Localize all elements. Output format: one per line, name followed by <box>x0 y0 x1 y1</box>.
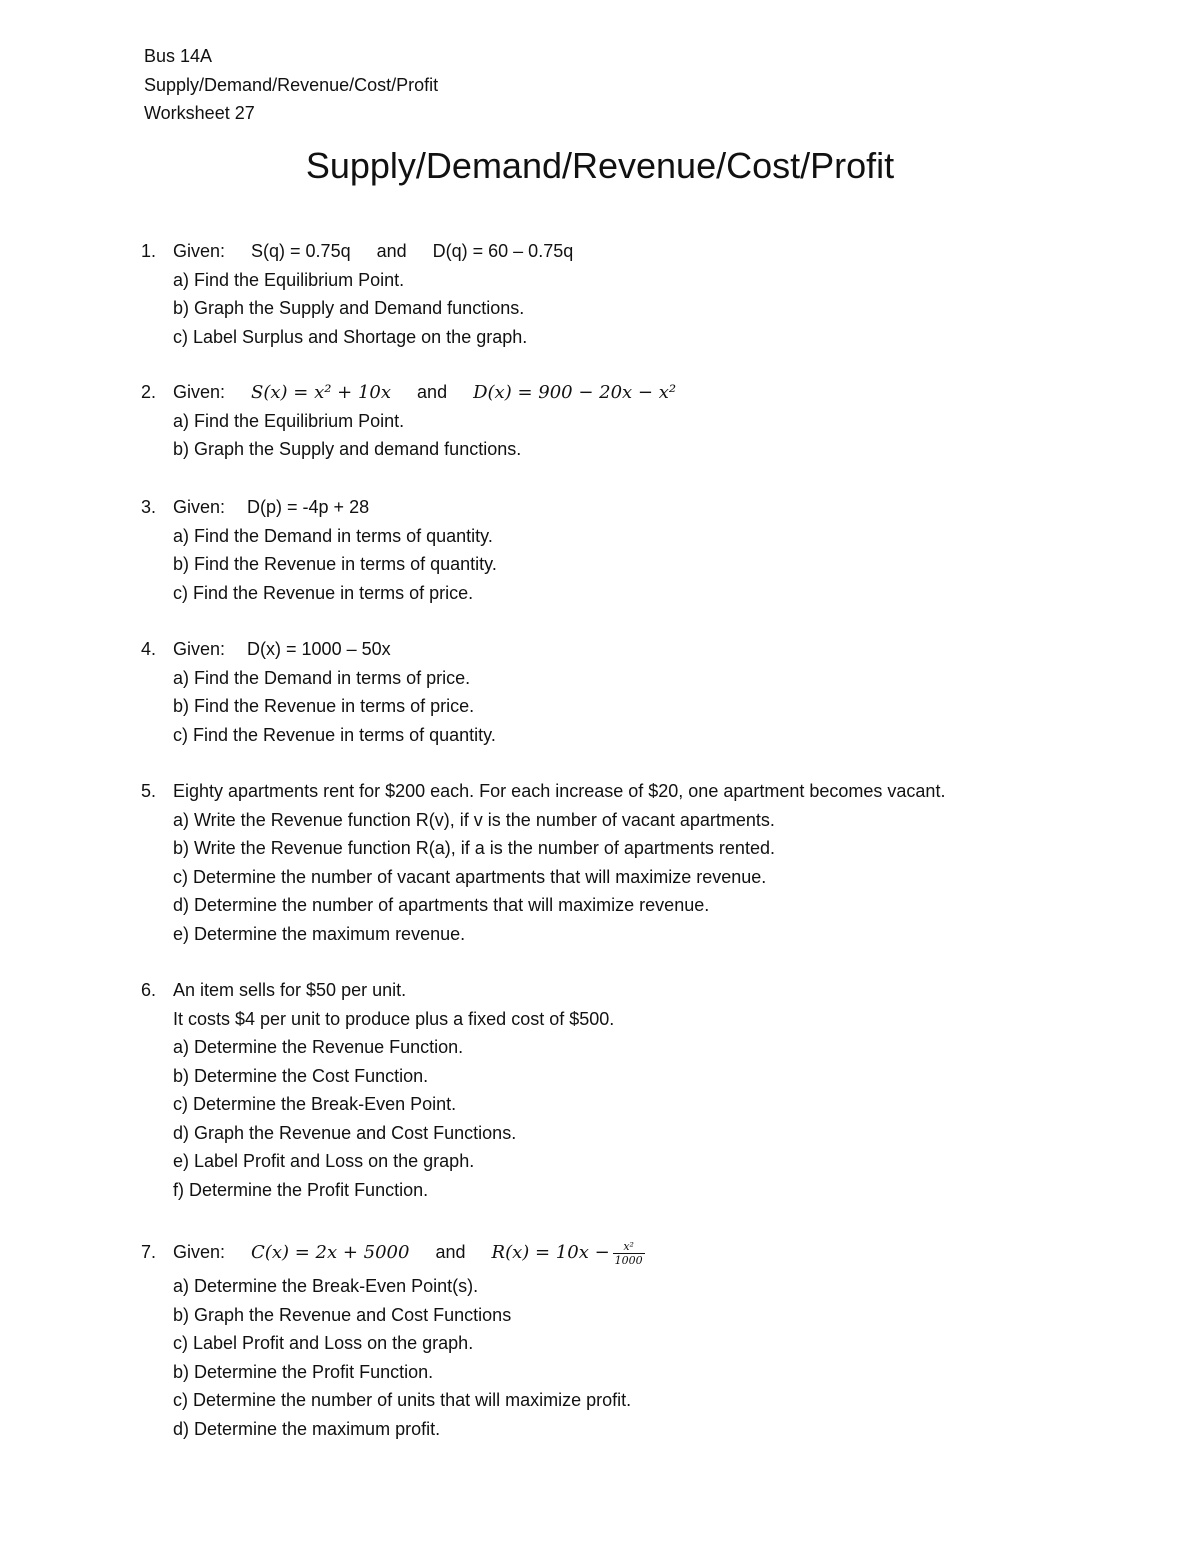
problem-3 <box>141 493 1141 607</box>
problem-7 <box>141 1232 1141 1443</box>
problem-given-line <box>141 635 1141 664</box>
problem-intro-line <box>141 976 1141 1005</box>
problem-part: a) Write the Revenue function R(v), if v is the number of vacant apartments. <box>173 809 775 830</box>
problem-part: b) Find the Revenue in terms of price. <box>173 696 475 716</box>
problem-part: b) Write the Revenue function R(a), if a is the number of apartments rented. <box>173 838 775 858</box>
problem-part: a) Determine the Revenue Function. <box>173 1037 464 1057</box>
problem-number: 1. <box>141 241 157 261</box>
problem-part: a) Determine the Break-Even Point(s). <box>173 1276 479 1296</box>
problem-intro-continued: It costs $4 per unit to produce plus a fixed cost of $500. <box>173 1008 615 1029</box>
problem-part: b) Graph the Supply and Demand functions. <box>173 298 525 318</box>
problem-part: c) Determine the number of vacant apartments that will maximize revenue. <box>173 866 767 887</box>
problem-part: c) Determine the number of units that will maximize profit. <box>173 1390 632 1410</box>
problem-1 <box>141 237 1141 351</box>
problem-part: c) Label Profit and Loss on the graph. <box>173 1333 474 1353</box>
problem-4 <box>141 635 1141 749</box>
problem-part: c) Find the Revenue in terms of quantity. <box>173 724 496 745</box>
topic-label: Supply/Demand/Revenue/Cost/Profit <box>144 74 439 95</box>
given-label: Given: <box>173 241 226 261</box>
demand-expression: D(x) = 900 − 20x − x² <box>473 382 677 403</box>
problem-number: 5. <box>141 781 157 801</box>
and-label: and <box>376 241 407 261</box>
problem-given-line <box>141 1232 1141 1272</box>
given-label: Given: <box>173 497 226 517</box>
problem-part: e) Determine the maximum revenue. <box>173 923 466 944</box>
problem-number: 6. <box>141 980 157 1000</box>
problem-number: 4. <box>141 639 157 659</box>
problem-number: 3. <box>141 497 157 517</box>
problem-part: c) Find the Revenue in terms of price. <box>173 582 474 603</box>
problem-number: 2. <box>141 382 157 402</box>
supply-expression: S(x) = x² + 10x <box>251 382 392 403</box>
problem-part: c) Determine the Break-Even Point. <box>173 1094 457 1114</box>
problem-part: d) Graph the Revenue and Cost Functions. <box>173 1122 517 1143</box>
problem-intro-line <box>141 777 1141 806</box>
problem-intro: An item sells for $50 per unit. <box>173 980 407 1000</box>
course-label: Bus 14A <box>144 46 213 66</box>
problem-part: d) Determine the number of apartments that will maximize revenue. <box>173 895 710 915</box>
problem-part: b) Determine the Cost Function. <box>173 1065 429 1086</box>
problem-number: 7. <box>141 1242 157 1262</box>
problem-part: b) Find the Revenue in terms of quantity. <box>173 554 497 574</box>
demand-expression: D(q) = 60 – 0.75q <box>432 241 574 261</box>
problem-5 <box>141 777 1141 948</box>
demand-expression: D(x) = 1000 – 50x <box>247 639 391 659</box>
problem-part: a) Find the Demand in terms of quantity. <box>173 525 493 546</box>
problem-part: e) Label Profit and Loss on the graph. <box>173 1151 475 1171</box>
problem-part: a) Find the Equilibrium Point. <box>173 410 405 431</box>
cost-expression: C(x) = 2x + 5000 <box>251 1242 410 1263</box>
worksheet-label: Worksheet 27 <box>144 103 255 123</box>
given-label: Given: <box>173 1242 226 1262</box>
problem-intro: Eighty apartments rent for $200 each. For each increase of $20, one apartment becomes vacant. <box>173 781 946 801</box>
revenue-expression: R(x) = 10x − <box>491 1242 610 1263</box>
problem-part: b) Graph the Revenue and Cost Functions <box>173 1304 512 1325</box>
problem-part: a) Find the Equilibrium Point. <box>173 269 405 290</box>
problem-part: d) Determine the maximum profit. <box>173 1418 441 1439</box>
page-title: Supply/Demand/Revenue/Cost/Profit <box>305 145 895 186</box>
problem-part: f) Determine the Profit Function. <box>173 1179 429 1200</box>
problem-given-line <box>141 378 1141 407</box>
problem-6 <box>141 976 1141 1204</box>
problem-given-line <box>141 493 1141 522</box>
problem-part: b) Graph the Supply and demand functions. <box>173 439 522 459</box>
and-label: and <box>435 1242 466 1262</box>
problem-part: c) Label Surplus and Shortage on the graph. <box>173 326 528 347</box>
supply-expression: S(q) = 0.75q <box>251 241 351 261</box>
problem-part: a) Find the Demand in terms of price. <box>173 667 471 688</box>
problem-given-line <box>141 237 1141 266</box>
problem-2 <box>141 378 1141 464</box>
demand-expression: D(p) = -4p + 28 <box>247 497 370 517</box>
problem-part: b) Determine the Profit Function. <box>173 1361 434 1382</box>
document-header <box>144 42 438 128</box>
fraction-denominator: 1000 <box>614 1253 643 1267</box>
given-label: Given: <box>173 639 226 659</box>
fraction-numerator: x² <box>613 1240 645 1254</box>
and-label: and <box>417 382 448 402</box>
given-label: Given: <box>173 382 226 402</box>
revenue-fraction <box>613 1240 645 1267</box>
